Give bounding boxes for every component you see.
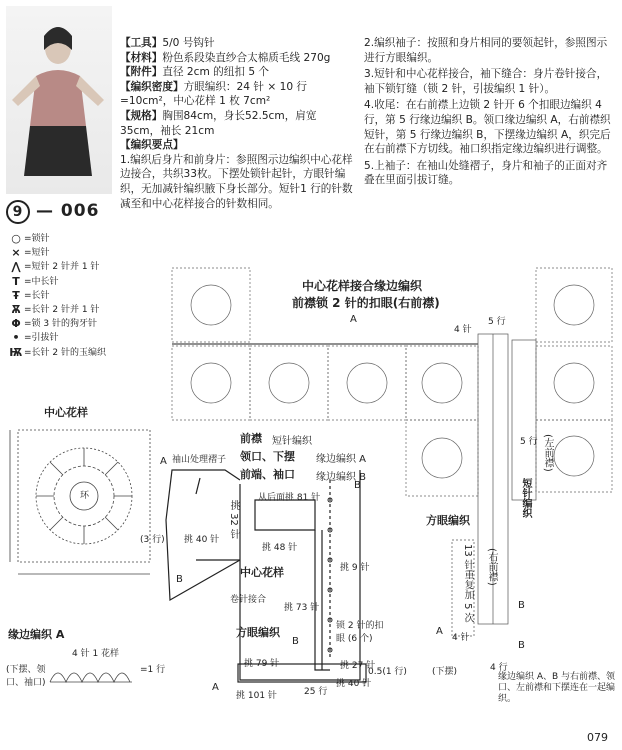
legend-text: =长针 2 针并 1 针 (24, 304, 100, 315)
neck-label: 领口、下摆 (240, 450, 295, 463)
edging-side: (下摆、领口、袖口) (6, 665, 46, 688)
pick73: 挑 73 针 (284, 603, 320, 613)
mark-a-4: A (436, 626, 443, 637)
pick27: 挑 27 针 (340, 661, 376, 671)
diagram-note: 缘边编织 A、B 与右前襟、领口、左前襟和下摆连在一起编织。 (498, 672, 616, 704)
motif-title: 中心花样 (44, 406, 88, 419)
pick40-sleeve: 挑 40 针 (184, 535, 220, 545)
pick48: 挑 48 针 (262, 543, 298, 553)
stitch-symbol-icon: Ѭ (9, 345, 23, 359)
stitch-symbol-icon: Ŧ (12, 288, 20, 302)
page-number: 079 (587, 731, 608, 744)
pick101: 挑 101 针 (236, 691, 277, 701)
rows-13: 13 针重复加 5 次 (462, 544, 473, 623)
mark-b-2: B (292, 636, 299, 647)
right-front-tag: (右前襟) (486, 548, 497, 586)
pattern-code: 9 — 006 (6, 200, 99, 224)
edging-title: 缘边编织 A (8, 628, 65, 641)
legend-text: =锁针 (24, 234, 50, 244)
step-line: 5.上袖子：在袖山处缝褶子，身片和袖子的正面对齐叠在里面引拔订缝。 (364, 159, 608, 187)
legend-text: =中长针 (24, 276, 59, 287)
legend-text: =锁 3 针的狗牙针 (24, 319, 97, 330)
edging-chart (50, 673, 132, 682)
back-attach: 卷针接合 (230, 595, 267, 605)
rows-25: 25 行 (304, 687, 328, 697)
spec-label: 【规格】 (120, 109, 163, 122)
front-label: 前襟 (240, 432, 262, 445)
pick79: 挑 79 针 (244, 659, 280, 669)
rows-05: 0.5(1 行) (368, 667, 407, 677)
stitch-4: 4 针 (454, 325, 472, 335)
spec-text: 粉色系段染直纱合太棉质毛线 270g (162, 51, 331, 64)
mark-b-3: B (354, 480, 361, 491)
mark-b-5: B (518, 640, 525, 651)
stitch-symbol-icon: × (11, 246, 21, 260)
stitch-symbol-icon: Ѫ (11, 302, 21, 316)
bottom-tag: (下摆) (432, 667, 458, 677)
front-method: 短针编织 (272, 436, 312, 447)
stitch-symbol-icon: T (12, 274, 20, 288)
cuff-label: 前端、袖口 (240, 468, 295, 481)
pick9: 挑 9 针 (340, 563, 370, 573)
legend-text: =长针 (24, 290, 50, 301)
spec-text: 1.编织后身片和前身片：参照图示边编织中心花样边接合，共织33枚。下摆处锁针起针，方眼针编织，无加减针编织腋下身长部分。短针1 行的针数减至和中心花样接合的针数相同。 (120, 153, 353, 210)
diagram-title-2: 前襟锁 2 针的扣眼(右前襟) (292, 296, 440, 310)
center-pattern-label: 中心花样 (240, 566, 284, 579)
stitch-symbol-icon: • (12, 331, 20, 345)
mark-b-4: B (518, 600, 525, 611)
buttonhole-note: 锁 2 针的扣眼 (6 个) (336, 621, 384, 644)
spec-text: 5/0 号钩针 (162, 37, 215, 49)
sleeve-pleat: 袖山处理褶子 (172, 455, 227, 465)
pick32: 挑 32 针 (228, 500, 239, 540)
rows-5: 5 行 (488, 317, 506, 327)
spec-text: 方眼编织：24 针 × 10 行 =10cm²，中心花样 1 枚 7cm² (120, 80, 308, 108)
edging-row: =1 行 (140, 665, 166, 675)
rows-3: (3 行) (140, 535, 165, 545)
pick81: 从后面挑 81 针 (258, 493, 321, 503)
stitch-symbol-icon: ○ (11, 232, 21, 245)
pick40: 挑 40 针 (336, 679, 372, 689)
left-front-tag: (左前襟) (542, 434, 553, 472)
legend-text: =短针 (24, 248, 50, 259)
rows-4: 4 行 (490, 663, 508, 673)
mark-a-1: A (350, 314, 357, 325)
spec-label: 【编织密度】 (120, 80, 184, 93)
spec-label: 【编织要点】 (120, 139, 184, 152)
motif-center: 环 (80, 491, 90, 501)
spec-label: 【工具】 (120, 37, 163, 49)
mark-a-3: A (212, 682, 219, 693)
legend-text: =短针 2 针并 1 针 (24, 262, 100, 273)
rib-label: 短针编织 (520, 478, 531, 518)
edging-repeat: 4 针 1 花样 (72, 649, 120, 659)
mesh-label-2: 方眼编织 (426, 514, 470, 527)
stitch-symbol-icon: ⋀ (11, 260, 21, 274)
mark-b-1: B (176, 574, 183, 585)
step-line: 2.编织袖子：按照和身片相同的要领起针，参照图示进行方眼编织。 (364, 37, 608, 64)
step-line: 3.短针和中心花样接合，袖下缝合：身片卷针接合，袖下锁钉缝（锁 2 针，引拔编织 1 针）。 (364, 68, 608, 95)
diagram-title-1: 中心花样接合缘边编织 (302, 279, 423, 293)
legend-text: =引拔针 (24, 333, 59, 344)
spec-text: 直径 2cm 的纽扣 5 个 (162, 66, 270, 79)
spec-label: 【附件】 (120, 66, 163, 79)
spec-label: 【材料】 (120, 51, 163, 64)
stitch-symbol-icon: Φ (11, 317, 21, 331)
motif-chart (10, 430, 150, 574)
spec-text: 胸围84cm，身长52.5cm，肩宽35cm，袖长 21cm (120, 109, 317, 137)
stitch-4b: 4 针 (452, 633, 470, 643)
stitch-5: 5 行 (520, 437, 538, 447)
neck-method: 缘边编织 A (316, 454, 367, 465)
mesh-label: 方眼编织 (236, 626, 280, 639)
legend-text: =长针 2 针的玉编织 (24, 347, 106, 358)
mark-a-2: A (160, 456, 167, 467)
cuff-method: 缘边编织 B (316, 472, 367, 483)
buttonholes (328, 498, 332, 652)
step-line: 4.收尾：在右前襟上边锁 2 针开 6 个扣眼边编织 4 行，第 5 行缘边编织 B。领口缘边编织 A，右前襟织短针，第 5 行缘边编织 B，下摆缘边编织 A，织完后在右前襟下方切线。袖口织指定缘边编织进行调整。 (364, 99, 611, 156)
